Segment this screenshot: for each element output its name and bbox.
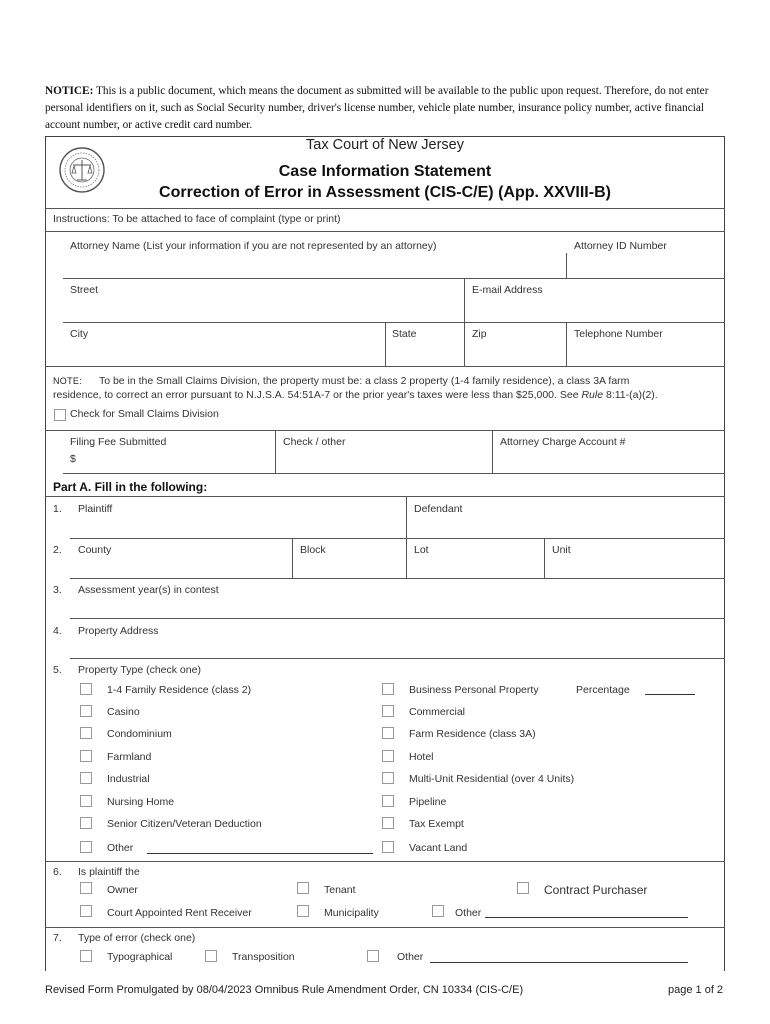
item-number: 7. bbox=[53, 932, 62, 944]
footer-revision: Revised Form Promulgated by 08/04/2023 Omnibus Rule Amendment Order, CN 10334 (CIS-C/E) bbox=[45, 984, 524, 996]
municipality-label: Municipality bbox=[324, 907, 379, 919]
property-left-label-3: Farmland bbox=[107, 751, 152, 763]
contract-purchaser-checkbox[interactable] bbox=[517, 882, 529, 894]
error-other-line[interactable] bbox=[430, 962, 688, 963]
property-right-label-5: Pipeline bbox=[409, 796, 447, 808]
part-a-heading: Part A. Fill in the following: bbox=[53, 480, 208, 494]
plaintiff-other-line[interactable] bbox=[485, 917, 688, 918]
item-number: 3. bbox=[53, 584, 62, 596]
plaintiff-type-label: Is plaintiff the bbox=[78, 866, 140, 878]
property-right-label-2: Farm Residence (class 3A) bbox=[409, 728, 536, 740]
item-number: 1. bbox=[53, 503, 62, 515]
email-label: E-mail Address bbox=[472, 284, 543, 296]
item-number: 6. bbox=[53, 866, 62, 878]
unit-label: Unit bbox=[552, 544, 571, 556]
property-right-checkbox-4[interactable] bbox=[382, 772, 394, 784]
contract-purchaser-label: Contract Purchaser bbox=[544, 883, 648, 897]
property-left-checkbox-0[interactable] bbox=[80, 683, 92, 695]
court-name: Tax Court of New Jersey bbox=[306, 137, 464, 153]
attorney-id-label: Attorney ID Number bbox=[574, 240, 667, 252]
property-left-label-7: Other bbox=[107, 842, 134, 854]
item-number: 4. bbox=[53, 625, 62, 637]
property-left-label-4: Industrial bbox=[107, 773, 150, 785]
owner-label: Owner bbox=[107, 884, 138, 896]
property-left-checkbox-2[interactable] bbox=[80, 727, 92, 739]
property-left-label-0: 1-4 Family Residence (class 2) bbox=[107, 684, 252, 696]
property-left-label-1: Casino bbox=[107, 706, 140, 718]
attorney-name-label: Attorney Name (List your information if you are not represented by an attorney) bbox=[70, 240, 437, 252]
property-right-checkbox-0[interactable] bbox=[382, 683, 394, 695]
item-number: 2. bbox=[53, 544, 62, 556]
property-right-label-1: Commercial bbox=[409, 706, 466, 718]
county-label: County bbox=[78, 544, 112, 556]
notice-text: This is a public document, which means the document as submitted will be available to the public upon request. Therefore, do not enter personal identifiers on it, such as Social Security number, driver's license number, vehicle plate number, insurance policy number, active financial account number, or active credit card number. bbox=[45, 85, 709, 131]
percentage-label: Percentage bbox=[576, 684, 630, 696]
property-right-checkbox-2[interactable] bbox=[382, 727, 394, 739]
rent-receiver-label: Court Appointed Rent Receiver bbox=[107, 907, 252, 919]
filing-fee-label: Filing Fee Submitted bbox=[70, 436, 167, 448]
property-left-checkbox-1[interactable] bbox=[80, 705, 92, 717]
assessment-year-label: Assessment year(s) in contest bbox=[78, 584, 219, 596]
footer-page-number: page 1 of 2 bbox=[668, 984, 724, 996]
transposition-label: Transposition bbox=[232, 951, 295, 963]
property-right-label-4: Multi-Unit Residential (over 4 Units) bbox=[409, 773, 575, 785]
property-right-label-3: Hotel bbox=[409, 751, 434, 763]
check-other-label: Check / other bbox=[283, 436, 346, 448]
typographical-label: Typographical bbox=[107, 951, 173, 963]
tenant-checkbox[interactable] bbox=[297, 882, 309, 894]
property-right-checkbox-3[interactable] bbox=[382, 750, 394, 762]
municipality-checkbox[interactable] bbox=[297, 905, 309, 917]
phone-label: Telephone Number bbox=[574, 328, 663, 340]
block-label: Block bbox=[300, 544, 326, 556]
form-title: Case Information Statement bbox=[278, 163, 492, 180]
dollar-sign: $ bbox=[70, 453, 76, 465]
tenant-label: Tenant bbox=[324, 884, 356, 896]
notice-label: NOTICE: bbox=[45, 85, 94, 97]
property-right-checkbox-6[interactable] bbox=[382, 817, 394, 829]
property-address-label: Property Address bbox=[78, 625, 159, 637]
form-subtitle: Correction of Error in Assessment (CIS-C/E) (App. XXVIII-B) bbox=[159, 184, 611, 201]
property-left-checkbox-7[interactable] bbox=[80, 841, 92, 853]
typographical-checkbox[interactable] bbox=[80, 950, 92, 962]
plaintiff-other-label: Other bbox=[455, 907, 482, 919]
instructions-text: Instructions: To be attached to face of complaint (type or print) bbox=[53, 213, 341, 225]
property-left-label-6: Senior Citizen/Veteran Deduction bbox=[107, 818, 262, 830]
owner-checkbox[interactable] bbox=[80, 882, 92, 894]
state-label: State bbox=[392, 328, 417, 340]
error-other-label: Other bbox=[397, 951, 424, 963]
transposition-checkbox[interactable] bbox=[205, 950, 217, 962]
error-other-checkbox[interactable] bbox=[367, 950, 379, 962]
property-left-checkbox-4[interactable] bbox=[80, 772, 92, 784]
property-right-checkbox-1[interactable] bbox=[382, 705, 394, 717]
property-left-checkbox-5[interactable] bbox=[80, 795, 92, 807]
property-left-label-5: Nursing Home bbox=[107, 796, 175, 808]
plaintiff-other-checkbox[interactable] bbox=[432, 905, 444, 917]
rent-receiver-checkbox[interactable] bbox=[80, 905, 92, 917]
item-number: 5. bbox=[53, 664, 62, 676]
error-type-label: Type of error (check one) bbox=[78, 932, 196, 944]
public-document-notice bbox=[45, 83, 735, 134]
property-type-label: Property Type (check one) bbox=[78, 664, 201, 676]
percentage-line[interactable] bbox=[645, 694, 695, 695]
property-other-line[interactable] bbox=[147, 853, 373, 854]
property-right-label-7: Vacant Land bbox=[409, 842, 468, 854]
property-left-checkbox-3[interactable] bbox=[80, 750, 92, 762]
zip-label: Zip bbox=[472, 328, 487, 340]
property-left-label-2: Condominium bbox=[107, 728, 172, 740]
property-right-checkbox-5[interactable] bbox=[382, 795, 394, 807]
property-left-checkbox-6[interactable] bbox=[80, 817, 92, 829]
city-label: City bbox=[70, 328, 89, 340]
defendant-label: Defendant bbox=[414, 503, 463, 515]
charge-account-label: Attorney Charge Account # bbox=[500, 436, 626, 448]
small-claims-label: Check for Small Claims Division bbox=[70, 408, 219, 420]
street-label: Street bbox=[70, 284, 99, 296]
small-claims-checkbox[interactable] bbox=[54, 409, 66, 421]
plaintiff-label: Plaintiff bbox=[78, 503, 113, 515]
lot-label: Lot bbox=[414, 544, 429, 556]
property-right-label-6: Tax Exempt bbox=[409, 818, 464, 830]
note-label: NOTE: bbox=[53, 376, 83, 386]
property-right-checkbox-7[interactable] bbox=[382, 841, 394, 853]
note-line1: NOTE: To be in the Small Claims Division, the property must be: a class 2 property (1-4 family residence), a class 3A farm bbox=[53, 375, 630, 387]
property-right-label-0: Business Personal Property bbox=[409, 684, 539, 696]
note-line2: residence, to correct an error pursuant to N.J.S.A. 54:51A-7 or the prior year's taxes were less than $25,000. See Rule 8:11-(a)(2). bbox=[53, 389, 658, 401]
